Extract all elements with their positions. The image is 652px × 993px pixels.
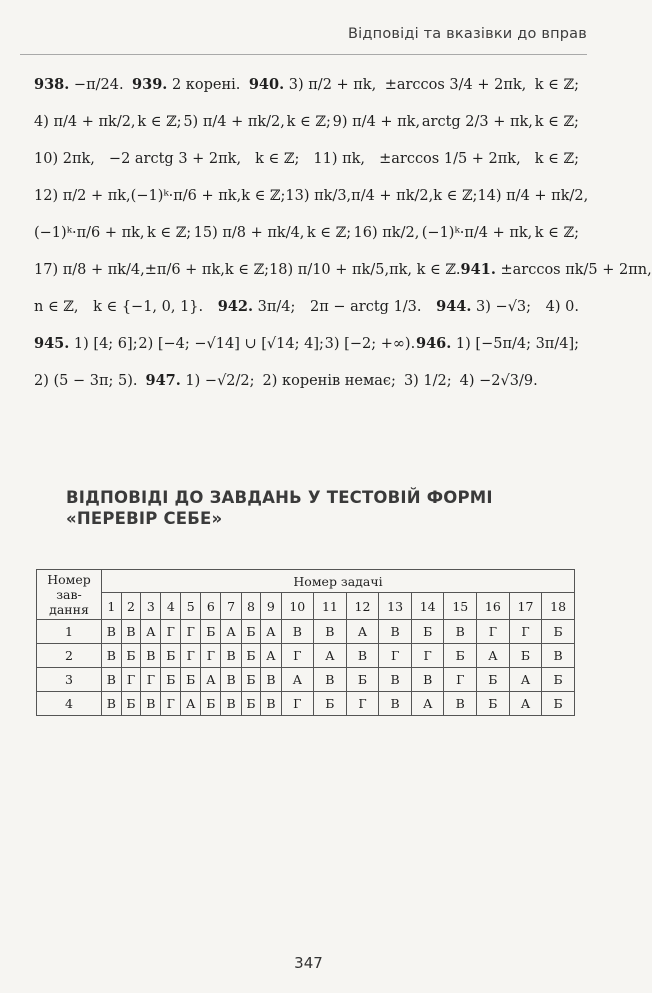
answer-segment: k ∈ ℤ; [534, 224, 579, 241]
running-header [20, 22, 587, 55]
problem-number-cell: 7 [221, 593, 241, 620]
answer-cell: В [281, 620, 314, 644]
answer-cell: В [411, 668, 444, 692]
answer-cell: В [221, 692, 241, 716]
answer-segment: 944. 3) −√3; [436, 298, 532, 315]
answer-line [34, 214, 579, 251]
answer-cell: В [444, 692, 477, 716]
answer-cell: В [379, 620, 412, 644]
answer-segment: k ∈ ℤ; [534, 150, 579, 167]
answer-line [34, 140, 579, 177]
answer-segment: (−1)ᵏ·π/6 + πk, [34, 224, 145, 241]
answer-line [34, 103, 579, 140]
answer-cell: В [314, 668, 347, 692]
answer-cell: Г [121, 668, 141, 692]
answer-segment: 4) 0. [545, 298, 579, 315]
answer-segment: ±arccos 3/4 + 2πk, [384, 76, 527, 93]
answer-line [34, 325, 579, 362]
answer-cell: А [411, 692, 444, 716]
answer-segment: 945. 1) [4; 6]; [34, 335, 138, 352]
answer-cell: Б [121, 692, 141, 716]
answer-segment: πk, k ∈ ℤ. [389, 261, 461, 278]
answer-cell: Б [241, 644, 261, 668]
table-row [37, 644, 575, 668]
task-number-cell: 1 [37, 620, 102, 644]
answer-cell: Г [161, 692, 181, 716]
problem-number-cell: 9 [261, 593, 281, 620]
answer-cell: А [141, 620, 161, 644]
answer-segment: k ∈ ℤ; [534, 76, 579, 93]
answer-segment: 9) π/4 + πk, [332, 113, 421, 130]
answer-cell: Г [346, 692, 379, 716]
answer-cell: А [221, 620, 241, 644]
answer-segment: k ∈ ℤ; [146, 224, 192, 241]
problem-number-cell: 14 [411, 593, 444, 620]
answer-cell: В [314, 620, 347, 644]
answer-cell: А [261, 644, 281, 668]
answer-segment: 17) π/8 + πk/4, [34, 261, 145, 278]
answer-segment: 13) πk/3, [285, 187, 352, 204]
answer-cell: А [261, 620, 281, 644]
problem-number-cell: 6 [201, 593, 221, 620]
answer-cell: А [346, 620, 379, 644]
answer-cell: Г [181, 644, 201, 668]
answer-cell: Б [542, 620, 575, 644]
answer-segment: k ∈ ℤ; [286, 113, 331, 130]
problem-number-cell: 13 [379, 593, 412, 620]
answer-cell: Б [241, 692, 261, 716]
answer-segment: k ∈ ℤ; [306, 224, 352, 241]
answer-segment: k ∈ ℤ; [534, 113, 579, 130]
answer-cell: Б [121, 644, 141, 668]
answer-segment: 939. 2 корені. [132, 76, 241, 93]
answer-segment: 3) [−2; +∞). [324, 335, 416, 352]
answer-segment: 2) [−4; −√14] ∪ [√14; 4]; [138, 335, 324, 352]
answer-segment: 2) (5 − 3π; 5). [34, 372, 138, 389]
answer-cell: В [221, 668, 241, 692]
task-number-cell: 2 [37, 644, 102, 668]
answer-cell: Б [477, 692, 510, 716]
answer-segment: ±π/6 + πk, [144, 261, 225, 278]
answer-cell: Б [201, 692, 221, 716]
answer-segment: k ∈ ℤ; [255, 150, 300, 167]
header-title: Відповіді та вказівки до вправ [348, 26, 587, 42]
task-number-header: Номер зав-дання [37, 570, 102, 620]
answer-cell: В [102, 692, 122, 716]
answer-segment: 4) π/4 + πk/2, [34, 113, 136, 130]
answer-segment: 5) π/4 + πk/2, [183, 113, 285, 130]
problem-number-cell: 15 [444, 593, 477, 620]
answer-segment: k ∈ {−1, 0, 1}. [93, 298, 204, 315]
answer-cell: Б [314, 692, 347, 716]
task-number-cell: 4 [37, 692, 102, 716]
answers-table-body [37, 620, 575, 716]
answer-line [34, 66, 579, 103]
problem-number-cell: 2 [121, 593, 141, 620]
answer-segment: 10) 2πk, [34, 150, 95, 167]
problem-number-cell: 10 [281, 593, 314, 620]
section-title-line-2: «ПЕРЕВІР СЕБЕ» [66, 509, 223, 528]
answer-segment: k ∈ ℤ; [433, 187, 478, 204]
answer-cell: Г [411, 644, 444, 668]
answer-cell: Г [509, 620, 542, 644]
answer-cell: Б [241, 620, 261, 644]
answer-segment: k ∈ ℤ; [224, 261, 270, 278]
answer-cell: Г [444, 668, 477, 692]
answer-cell: Г [201, 644, 221, 668]
answer-cell: А [509, 692, 542, 716]
problem-number-cell: 1 [102, 593, 122, 620]
answer-cell: Б [444, 644, 477, 668]
answer-cell: А [281, 668, 314, 692]
section-title-line-1: ВІДПОВІДІ ДО ЗАВДАНЬ У ТЕСТОВІЙ ФОРМІ [66, 488, 493, 507]
answer-segment: (−1)ᵏ·π/4 + πk, [421, 224, 533, 241]
answer-cell: В [379, 668, 412, 692]
answer-cell: В [379, 692, 412, 716]
answer-segment: 12) π/2 + πk, [34, 187, 131, 204]
answer-cell: Б [181, 668, 201, 692]
answer-segment: n ∈ ℤ, [34, 298, 79, 315]
answer-cell: В [102, 644, 122, 668]
answer-cell: А [314, 644, 347, 668]
answer-line [34, 177, 589, 214]
answer-cell: Г [161, 620, 181, 644]
problem-number-cell: 8 [241, 593, 261, 620]
answer-cell: Б [542, 692, 575, 716]
answer-line [34, 251, 652, 288]
problem-number-cell: 4 [161, 593, 181, 620]
answer-cell: А [201, 668, 221, 692]
answer-segment: 940. 3) π/2 + πk, [248, 76, 377, 93]
answer-cell: Б [411, 620, 444, 644]
answer-segment: −2 arctg 3 + 2πk, [108, 150, 242, 167]
answer-cell: Б [346, 668, 379, 692]
answer-cell: А [509, 668, 542, 692]
answer-segment: 11) πk, [313, 150, 366, 167]
problem-number-cell: 5 [181, 593, 201, 620]
answer-segment: 942. 3π/4; [217, 298, 296, 315]
answer-cell: В [261, 668, 281, 692]
answer-line [34, 362, 579, 399]
answer-segment: 947. 1) −√2/2; [145, 372, 255, 389]
answer-cell: Г [477, 620, 510, 644]
answer-cell: А [477, 644, 510, 668]
table-row [37, 692, 575, 716]
answer-segment: 4) −2√3/9. [459, 372, 538, 389]
answer-cell: В [346, 644, 379, 668]
answer-cell: Б [542, 668, 575, 692]
answer-cell: Б [477, 668, 510, 692]
answer-segment: k ∈ ℤ; [137, 113, 182, 130]
answer-cell: Г [181, 620, 201, 644]
answer-cell: В [141, 644, 161, 668]
answer-segment: 16) πk/2, [353, 224, 420, 241]
answer-cell: В [261, 692, 281, 716]
answer-cell: Г [281, 692, 314, 716]
answer-segment: 2π − arctg 1/3. [310, 298, 422, 315]
answer-segment: k ∈ ℤ; [241, 187, 286, 204]
answer-cell: А [181, 692, 201, 716]
answer-cell: Б [241, 668, 261, 692]
answers-table [36, 569, 575, 716]
answer-cell: Б [161, 668, 181, 692]
answer-cell: Г [281, 644, 314, 668]
answer-segment: 15) π/8 + πk/4, [193, 224, 305, 241]
answer-segment: ±arccos 1/5 + 2πk, [379, 150, 521, 167]
answer-cell: В [102, 620, 122, 644]
answer-segment: (−1)ᵏ·π/6 + πk, [130, 187, 242, 204]
answer-cell: Г [141, 668, 161, 692]
answer-segment: arctg 2/3 + πk, [421, 113, 533, 130]
answer-cell: В [542, 644, 575, 668]
page-number: 347 [294, 954, 323, 972]
table-row [37, 620, 575, 644]
answer-segment: 938. −π/24. [34, 76, 124, 93]
problem-number-cell: 12 [346, 593, 379, 620]
answer-cell: В [221, 644, 241, 668]
answer-cell: Б [201, 620, 221, 644]
answer-segment: π/4 + πk/2, [351, 187, 434, 204]
problem-number-cell: 16 [477, 593, 510, 620]
answer-segment: 2) коренів немає; [262, 372, 396, 389]
problem-number-cell: 3 [141, 593, 161, 620]
table-row [37, 668, 575, 692]
answer-segment: 14) π/4 + πk/2, [477, 187, 589, 204]
answer-cell: Г [379, 644, 412, 668]
answer-line [34, 288, 579, 325]
answer-cell: В [102, 668, 122, 692]
problem-number-cell: 17 [509, 593, 542, 620]
answer-segment: 18) π/10 + πk/5, [269, 261, 390, 278]
answer-cell: В [444, 620, 477, 644]
problem-number-header: Номер задачі [102, 570, 575, 593]
answer-cell: Б [161, 644, 181, 668]
section-title [66, 487, 493, 529]
answer-cell: Б [509, 644, 542, 668]
answer-cell: В [141, 692, 161, 716]
problem-number-cell: 18 [542, 593, 575, 620]
answer-segment: 941. ±arccos πk/5 + 2πn, [460, 261, 652, 278]
answer-segment: 3) 1/2; [403, 372, 452, 389]
answers-block [34, 66, 652, 399]
problem-number-row [37, 593, 575, 620]
answer-cell: В [121, 620, 141, 644]
problem-number-cell: 11 [314, 593, 347, 620]
answer-segment: 946. 1) [−5π/4; 3π/4]; [415, 335, 579, 352]
task-number-cell: 3 [37, 668, 102, 692]
